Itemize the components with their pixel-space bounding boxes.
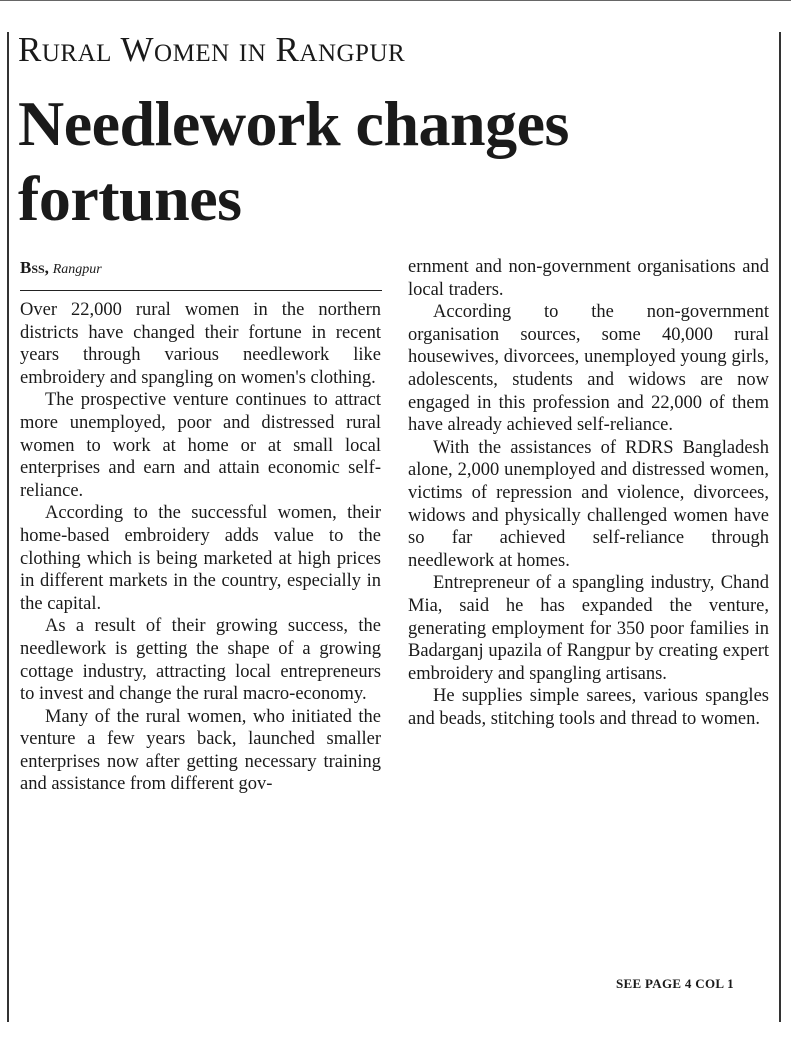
paragraph: Over 22,000 rural women in the northern districts have changed their fortune in recent years through various needlework like embroidery and spangling on women's clothing. bbox=[20, 300, 381, 388]
left-border bbox=[7, 32, 9, 1022]
paragraph: Entrepreneur of a spangling industry, Chand Mia, said he has expanded the venture, generating employment for 350 poor families in Badarganj upazila of Rangpur by creating expert embroidery and spangling artisans. bbox=[408, 573, 769, 684]
continuation-link[interactable]: SEE PAGE 4 COL 1 bbox=[616, 976, 734, 991]
paragraph: According to the non-government organisation sources, some 40,000 rural housewives, divorcees, unemployed young girls, adolescents, students and widows are now engaged in this profession and 22,000 of them have already achieved self-reliance. bbox=[408, 302, 769, 436]
byline-rule bbox=[20, 290, 382, 291]
paragraph: Many of the rural women, who initiated the venture a few years back, launched smaller enterprises now after getting necessary training and assistance from different gov- bbox=[20, 706, 381, 795]
paragraph: He supplies simple sarees, various spangles and beads, stitching tools and thread to women. bbox=[408, 686, 769, 729]
kicker: Rural Women in Rangpur bbox=[18, 30, 406, 69]
paragraph: As a result of their growing success, the needlework is getting the shape of a growing cottage industry, attracting local entrepreneurs to invest and change the rural macro-economy. bbox=[20, 616, 381, 705]
article-column-right bbox=[408, 256, 769, 730]
byline-agency: Bss, bbox=[20, 258, 49, 277]
top-rule bbox=[0, 0, 791, 1]
paragraph: The prospective venture continues to attract more unemployed, poor and distressed rural women to work at home or at small local enterprises and earn and attain economic self-reliance. bbox=[20, 390, 381, 501]
headline: Needlework changes fortunes bbox=[18, 88, 569, 234]
byline bbox=[20, 258, 102, 280]
byline-place: Rangpur bbox=[52, 262, 102, 277]
paragraph: With the assistances of RDRS Bangladesh alone, 2,000 unemployed and distressed women, victims of repression and violence, divorcees, widows and physically challenged women have so far achieved self-reliance through needlework at homes. bbox=[408, 437, 769, 571]
paragraph-continued: ernment and non-government organisations and local traders. bbox=[408, 257, 769, 300]
paragraph: According to the successful women, their home-based embroidery adds value to the clothing which is being marketed at high prices in different markets in the country, especially in the capital. bbox=[20, 503, 381, 614]
article-column-left bbox=[20, 299, 381, 796]
right-border bbox=[779, 32, 781, 1022]
